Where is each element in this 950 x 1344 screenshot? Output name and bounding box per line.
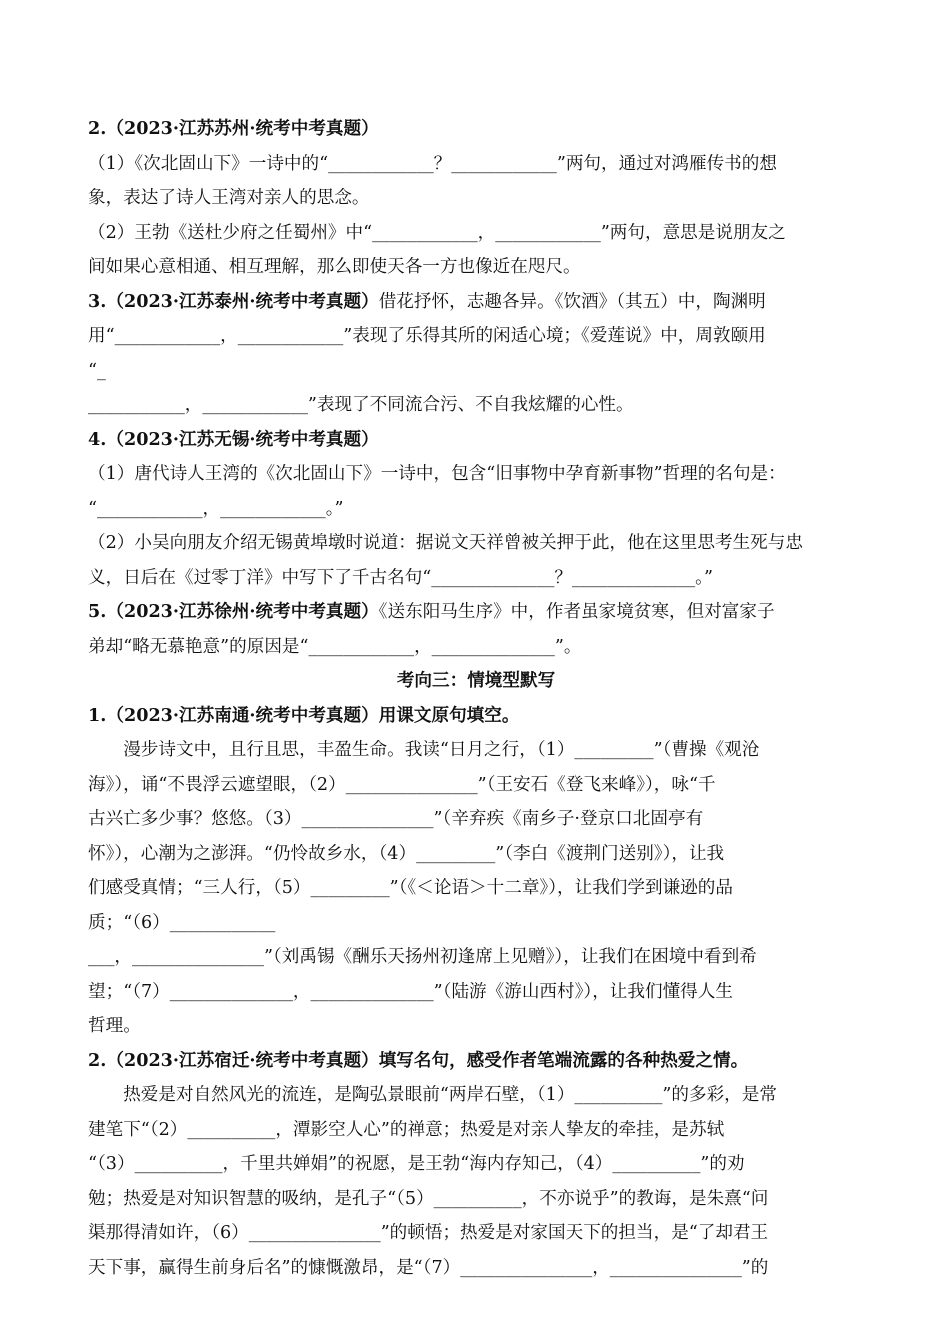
text-line <box>88 975 864 1010</box>
question-heading: 5.（2023·江苏徐州·统考中考真题） <box>88 601 379 622</box>
text-line <box>88 595 864 630</box>
text-line <box>88 768 864 803</box>
text-line <box>88 1044 864 1079</box>
line-text: 热爱是对自然风光的流连，是陶弘景眼前“两岸石壁，（1）__________”的多彩，是常 <box>88 1085 777 1105</box>
section-heading <box>88 664 864 699</box>
line-text: “（3）__________，千里共婵娟”的祝愿，是王勃“海内存知己，（4）__________”的劝 <box>88 1154 745 1174</box>
text-line <box>88 285 864 320</box>
line-text: 质；“（6）____________ <box>88 912 276 933</box>
line-text: （2）小吴向朋友介绍无锡黄埠墩时说道：据说文天祥曾被关押于此，他在这里思考生死与忠 <box>88 533 803 553</box>
line-text: ___________，____________”表现了不同流合污、不自我炫耀的心性。 <box>88 395 634 415</box>
line-text: 怀》），心潮为之澎湃。“仍怜故乡水，（4）_________”（李白《渡荆门送别》），让我 <box>88 843 725 864</box>
text-line <box>88 561 864 596</box>
line-text: 借花抒怀，志趣各异。《饮酒》（其五）中，陶渊明 <box>378 291 766 312</box>
document-page <box>88 112 864 1285</box>
text-line <box>88 457 864 492</box>
text-line <box>88 354 864 389</box>
text-line <box>88 319 864 354</box>
text-line <box>88 112 864 147</box>
line-text: 弟却“略无慕艳意”的原因是“____________，______________”。 <box>88 636 582 657</box>
line-text: 海》），诵“不畏浮云遮望眼，（2）_______________”（王安石《登飞来峰》），咏“千 <box>88 774 716 795</box>
question-heading: 2.（2023·江苏苏州·统考中考真题） <box>88 118 379 139</box>
text-line <box>88 1009 864 1044</box>
line-text: 用“____________，____________”表现了乐得其所的闲适心境；《爱莲说》中，周敦颐用 <box>88 326 766 346</box>
text-line <box>88 216 864 251</box>
line-text: 考向三：情境型默写 <box>396 670 556 691</box>
text-line <box>88 250 864 285</box>
text-line <box>88 1251 864 1286</box>
text-line <box>88 940 864 975</box>
line-text: 们感受真情；“三人行，（5）_________”（《＜论语＞十二章》），让我们学到谦逊的品 <box>88 878 733 898</box>
line-text: ___，_______________”（刘禹锡《酬乐天扬州初逢席上见赠》），让我们在困境中看到希 <box>88 947 757 967</box>
question-heading: 4.（2023·江苏无锡·统考中考真题） <box>88 428 379 450</box>
text-line <box>88 699 864 734</box>
line-text: 哲理。 <box>88 1016 141 1036</box>
text-line <box>88 181 864 216</box>
line-text: 渠那得清如许，（6）_______________”的顿悟；热爱是对家国天下的担当，是“了却君王 <box>88 1223 769 1243</box>
text-line <box>88 492 864 527</box>
line-text: 漫步诗文中，且行且思，丰盈生命。我读“日月之行，（1）_________”（曹操《观沧 <box>88 740 760 760</box>
text-line <box>88 733 864 768</box>
line-text: 义，日后在《过零丁洋》中写下了千古名句“______________？______________。” <box>88 567 713 588</box>
line-text: 望；“（7）______________，______________”（陆游《游山西村》），让我们懂得人生 <box>88 981 733 1002</box>
question-heading: 2.（2023·江苏宿迁·统考中考真题）填写名句，感受作者笔端流露的各种热爱之情。 <box>88 1049 749 1071</box>
line-text: （1）唐代诗人王湾的《次北固山下》一诗中，包含“旧事物中孕育新事物”哲理的名句是： <box>88 464 786 484</box>
line-text: 间如果心意相通、相互理解，那么即使天各一方也像近在咫尺。 <box>88 257 581 277</box>
text-line <box>88 906 864 941</box>
text-line <box>88 1113 864 1148</box>
text-line <box>88 802 864 837</box>
text-line <box>88 1147 864 1182</box>
text-line <box>88 1182 864 1217</box>
line-text: 天下事，赢得生前身后名”的慷慨激昂，是“（7）_______________，_______________”的 <box>88 1257 769 1278</box>
question-heading: 3.（2023·江苏泰州·统考中考真题） <box>88 290 379 312</box>
text-line <box>88 630 864 665</box>
line-text: 建笔下“（2）__________，潭影空人心”的禅意；热爱是对亲人挚友的牵挂，是苏轼 <box>88 1119 725 1140</box>
line-text: “____________，____________。” <box>88 498 344 519</box>
text-line <box>88 147 864 182</box>
text-line <box>88 526 864 561</box>
line-text: 古兴亡多少事？悠悠。（3）_______________”（辛弃疾《南乡子·登京口北固亭有 <box>88 809 704 829</box>
text-line <box>88 837 864 872</box>
text-line <box>88 423 864 458</box>
line-text: 象，表达了诗人王湾对亲人的思念。 <box>88 188 370 208</box>
line-text: （2）王勃《送杜少府之任蜀州》中“____________，____________”两句，意思是说朋友之 <box>88 222 786 243</box>
line-text: “_ <box>88 360 106 381</box>
text-line <box>88 871 864 906</box>
line-text: 《送东阳马生序》中，作者虽家境贫寒，但对富家子 <box>378 602 775 622</box>
line-text: （1）《次北固山下》一诗中的“____________？____________”两句，通过对鸿雁传书的想 <box>88 153 777 174</box>
text-line <box>88 388 864 423</box>
question-heading: 1.（2023·江苏南通·统考中考真题）用课文原句填空。 <box>88 704 520 726</box>
text-line <box>88 1078 864 1113</box>
line-text: 勉；热爱是对知识智慧的吸纳，是孔子“（5）__________，不亦说乎”的教诲，是朱熹“问 <box>88 1188 769 1209</box>
text-line <box>88 1216 864 1251</box>
